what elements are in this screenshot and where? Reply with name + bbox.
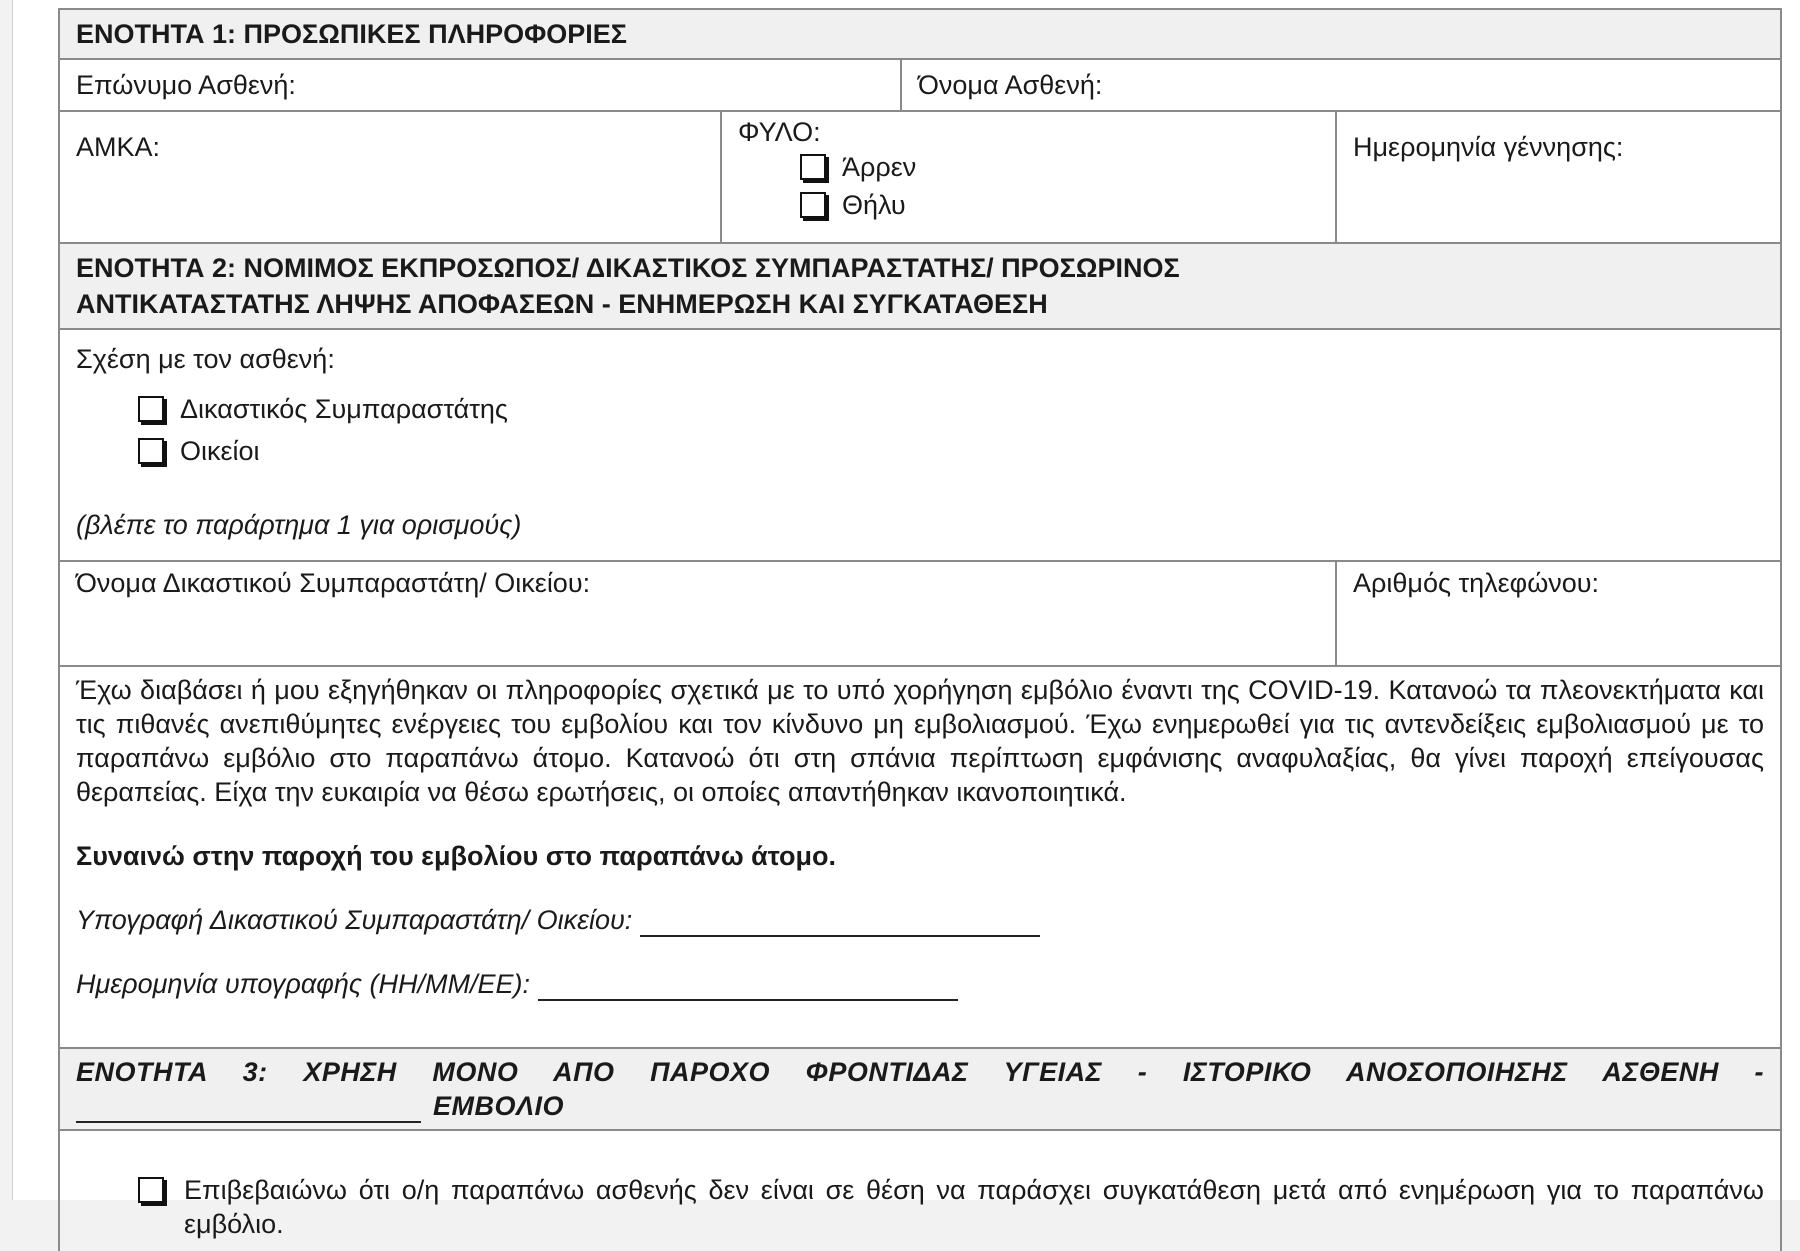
confirm-text: Επιβεβαιώνω ότι ο/η παραπάνω ασθενής δεν είναι σε θέση να παράσχει συγκατάθεση μετά από ενημέρωση για το παραπάνω εμβόλιο.: [184, 1175, 1764, 1239]
signature-line: [76, 903, 1764, 937]
representative-row: [60, 562, 1780, 667]
section1-header: ΕΝΟΤΗΤΑ 1: ΠΡΟΣΩΠΙΚΕΣ ΠΛΗΡΟΦΟΡΙΕΣ: [60, 10, 1780, 58]
surname-field[interactable]: [60, 60, 900, 110]
section3-header-line2-wrap: [76, 1089, 1764, 1123]
sex-field: [720, 112, 1335, 242]
signature-date-line: [76, 967, 1764, 1001]
relation-label: Σχέση με τον ασθενή:: [76, 344, 335, 374]
sex-male-option[interactable]: [738, 148, 1319, 186]
relation-relatives-option[interactable]: [76, 430, 1764, 472]
section3-header-line2: ΕΜΒΟΛΙΟ: [433, 1091, 565, 1121]
section3-header-row: [60, 1049, 1780, 1131]
signature-date-input[interactable]: [538, 971, 958, 1001]
sex-label: ΦΥΛΟ:: [738, 117, 821, 147]
dob-field[interactable]: [1335, 112, 1780, 242]
consent-block: [60, 667, 1780, 1047]
surname-label: Επώνυμο Ασθενή:: [76, 70, 296, 100]
document-page: [12, 0, 1800, 1239]
confirm-option[interactable]: [60, 1131, 1780, 1251]
section2-header-line1: ΕΝΟΤΗΤΑ 2: ΝΟΜΙΜΟΣ ΕΚΠΡΟΣΩΠΟΣ/ ΔΙΚΑΣΤΙΚΟΣ ΣΥΜΠΑΡΑΣΤΑΤΗΣ/ ΠΡΟΣΩΡΙΝΟΣ: [76, 253, 1180, 283]
consent-text: Έχω διαβάσει ή μου εξηγήθηκαν οι πληροφορίες σχετικά με το υπό χορήγηση εμβόλιο έναντι της COVID-19. Κατανοώ τα πλεονεκτήματα και τις πιθανές ανεπιθύμητες ενέργειες του εμβολίου και τον κίνδυνο μη εμβολιασμού. Έχω ενημερωθεί για τις αντενδείξεις εμβολιασμού με το παραπάνω εμβόλιο στο παραπάνω άτομο. Κατανοώ ότι στη σπάνια περίπτωση εμφάνισης αναφυλαξίας, θα γίνει παροχή επείγουσας θεραπείας. Είχα την ευκαιρία να θέσω ερωτήσεις, οι οποίες απαντήθηκαν ικανοποιητικά.: [76, 675, 1764, 807]
signature-date-label: Ημερομηνία υπογραφής (ΗΗ/ΜΜ/ΕΕ):: [76, 969, 530, 999]
consent-form: [58, 8, 1782, 1251]
amka-field[interactable]: [60, 112, 720, 242]
section2-header: [60, 244, 1780, 328]
checkbox-guardian[interactable]: [138, 396, 164, 422]
checkbox-male[interactable]: [800, 154, 826, 180]
consent-statement: Συναινώ στην παροχή του εμβολίου στο παραπάνω άτομο.: [76, 841, 837, 871]
patient-name-row: [60, 60, 1780, 112]
dob-label: Ημερομηνία γέννησης:: [1353, 132, 1624, 162]
relation-relatives-label: Οικείοι: [180, 436, 260, 466]
checkbox-female[interactable]: [800, 192, 826, 218]
phone-field[interactable]: [1335, 562, 1780, 665]
representative-name-label: Όνομα Δικαστικού Συμπαραστάτη/ Οικείου:: [76, 568, 591, 598]
signature-label: Υπογραφή Δικαστικού Συμπαραστάτη/ Οικείου:: [76, 905, 633, 935]
relation-guardian-label: Δικαστικός Συμπαραστάτης: [180, 394, 508, 424]
vaccine-name-input[interactable]: [76, 1095, 421, 1123]
section3-header: [60, 1049, 1780, 1129]
checkbox-confirm[interactable]: [138, 1177, 164, 1203]
relation-field: [60, 330, 1780, 560]
section1-header-row: [60, 10, 1780, 60]
checkbox-relatives[interactable]: [138, 438, 164, 464]
relation-row: [60, 330, 1780, 562]
phone-label: Αριθμός τηλεφώνου:: [1353, 568, 1600, 598]
amka-label: ΑΜΚΑ:: [76, 132, 161, 162]
sex-female-option[interactable]: [738, 186, 1319, 224]
relation-guardian-option[interactable]: [76, 388, 1764, 430]
sex-male-label: Άρρεν: [842, 152, 917, 182]
signature-input[interactable]: [640, 907, 1040, 937]
patient-details-row: [60, 112, 1780, 244]
section3-header-line1: ΕΝΟΤΗΤΑ 3: ΧΡΗΣΗ ΜΟΝΟ ΑΠΟ ΠΑΡΟΧΟ ΦΡΟΝΤΙΔΑΣ ΥΓΕΙΑΣ - ΙΣΤΟΡΙΚΟ ΑΝΟΣΟΠΟΙΗΣΗΣ ΑΣΘΕΝΗ -: [76, 1057, 1764, 1087]
name-label: Όνομα Ασθενή:: [918, 70, 1103, 100]
section2-header-row: [60, 244, 1780, 330]
confirm-row: [60, 1131, 1780, 1251]
appendix-note: (βλέπε το παράρτημα 1 για ορισμούς): [76, 510, 522, 540]
sex-female-label: Θήλυ: [842, 190, 906, 220]
section2-header-line2: ΑΝΤΙΚΑΤΑΣΤΑΤΗΣ ΛΗΨΗΣ ΑΠΟΦΑΣΕΩΝ - ΕΝΗΜΕΡΩΣΗ ΚΑΙ ΣΥΓΚΑΤΑΘΕΣΗ: [76, 289, 1048, 319]
name-field[interactable]: [900, 60, 1780, 110]
representative-name-field[interactable]: [60, 562, 1335, 665]
consent-row: [60, 667, 1780, 1049]
